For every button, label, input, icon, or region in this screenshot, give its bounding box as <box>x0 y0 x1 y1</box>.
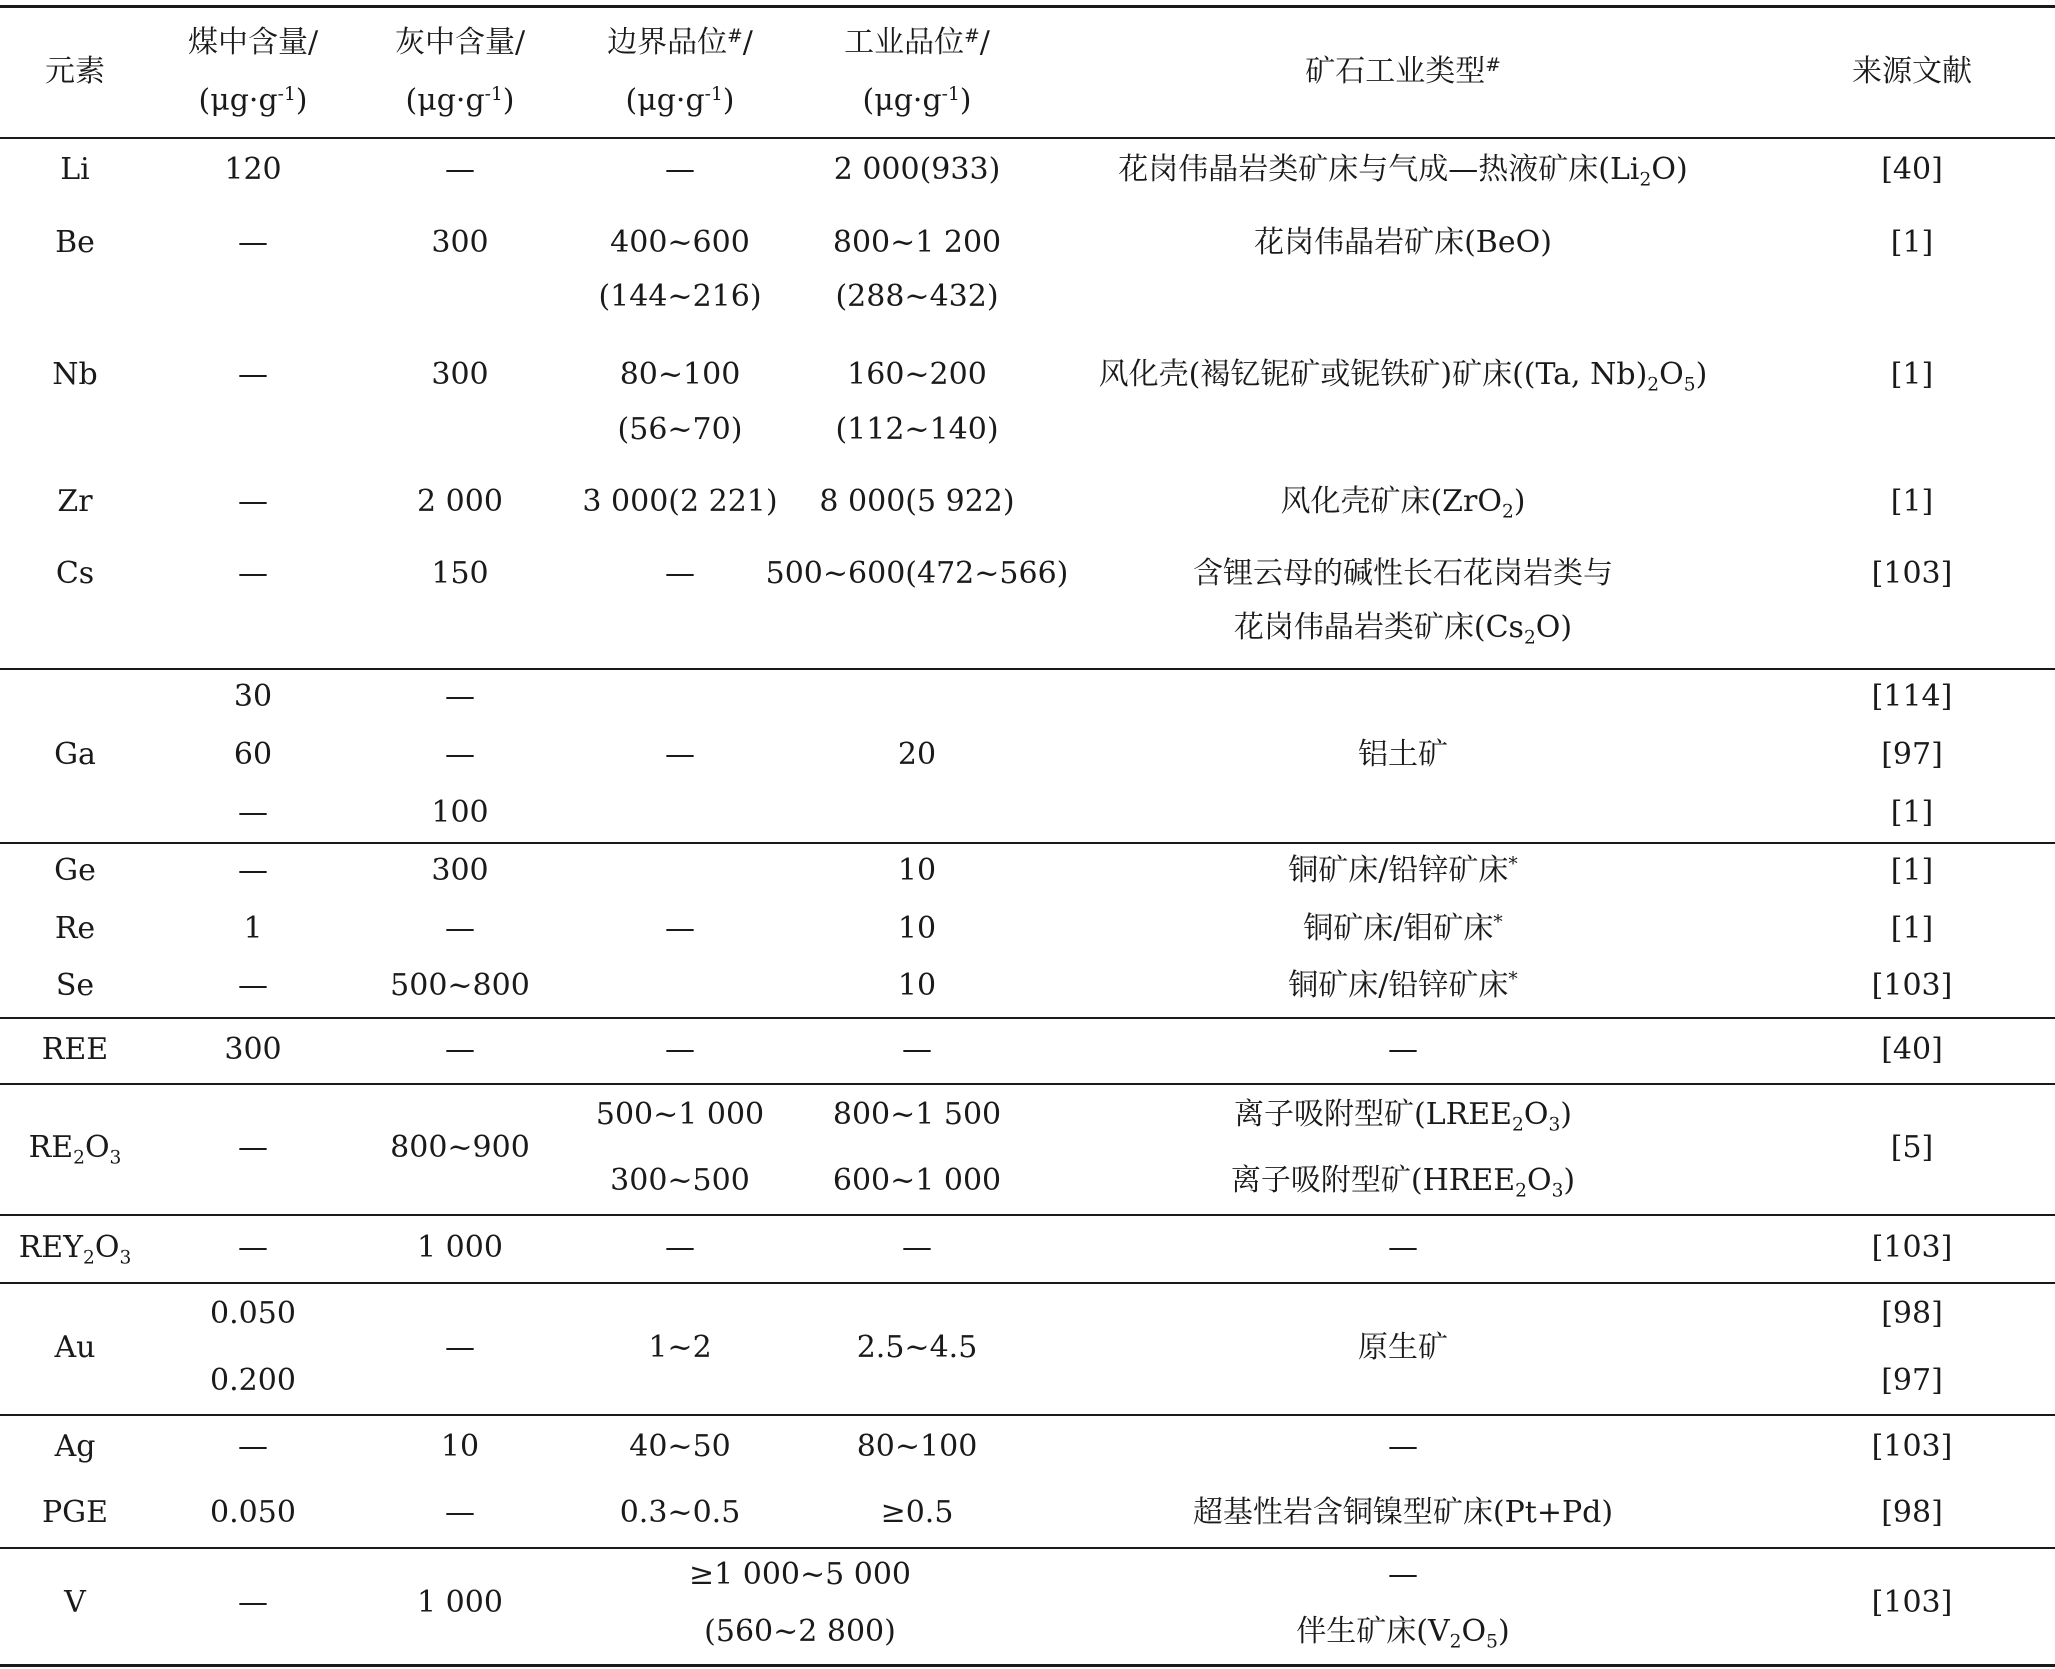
cell-coal: — <box>238 1429 268 1464</box>
cell-ash: 1 000 <box>417 1230 503 1265</box>
cell-industrial: 600~1 000 <box>832 1163 1002 1198</box>
cell-ref: [1] <box>1890 853 1934 888</box>
cell-ref: [1] <box>1890 795 1934 830</box>
cell-cutoff: — <box>665 911 695 946</box>
cell-type: 风化壳(褐钇铌矿或铌铁矿)矿床((Ta, $Nb)_2O_5$) <box>1098 357 1708 396</box>
cell-ref: [98] <box>1881 1495 1943 1530</box>
cell-type: 风化壳矿床(ZrO$_2$) <box>1280 484 1526 523</box>
cell-ash: 100 <box>431 795 489 830</box>
cell-ref: [97] <box>1881 737 1943 772</box>
table-row-rule <box>0 1214 2055 1216</box>
column-header-ash: 灰中含量/ <box>394 25 526 60</box>
column-header-industrial: $(\mu g\cdot g^{-1})$ <box>862 83 972 118</box>
cell-ash: 10 <box>440 1429 480 1464</box>
cell-ref: [103] <box>1871 1230 1953 1265</box>
cell-cutoff: 40~50 <box>629 1429 731 1464</box>
cell-type: 离子吸附型矿$(LREE_2O_3)$ <box>1233 1097 1573 1136</box>
cell-ref: [97] <box>1881 1363 1943 1398</box>
cell-ash: 300 <box>431 225 489 260</box>
cell-ash: — <box>445 152 475 187</box>
table-row-rule <box>0 668 2055 670</box>
cell-cutoff: 0.3~0.5 <box>619 1495 741 1530</box>
cell-type: 超基性岩含铜镍型矿床(Pt+Pd) <box>1192 1495 1614 1530</box>
column-header-type: 矿石工业类型# <box>1305 54 1501 89</box>
cell-industrial: 2 000(933) <box>833 152 1001 187</box>
cell-ash: 1 000 <box>417 1585 503 1620</box>
cell-cutoff: — <box>665 556 695 591</box>
cell-element: Li <box>60 152 90 187</box>
cell-ref: [103] <box>1871 1585 1953 1620</box>
cell-industrial: 80~100 <box>856 1429 978 1464</box>
cell-coal: 0.200 <box>210 1363 296 1398</box>
cell-type: 离子吸附型矿$(HREE_2O_3)$ <box>1230 1163 1576 1202</box>
cell-ash: 150 <box>431 556 489 591</box>
column-header-coal: $(\mu g\cdot g^{-1})$ <box>198 83 308 118</box>
column-header-industrial: 工业品位#/ <box>844 25 990 60</box>
cell-ash: 800~900 <box>390 1130 530 1165</box>
cell-cutoff: (56~70) <box>617 412 743 447</box>
cell-element: Se <box>55 968 95 1003</box>
cell-type: — <box>1388 1429 1418 1464</box>
cell-ref: [114] <box>1871 679 1953 714</box>
cell-cutoff: 300~500 <box>610 1163 750 1198</box>
cell-cutoff: 500~1 000 <box>595 1097 765 1132</box>
cell-coal: — <box>238 853 268 888</box>
cell-industrial: (288~432) <box>835 279 999 314</box>
cell-coal: — <box>238 1230 268 1265</box>
cell-cutoff: 400~600 <box>610 225 750 260</box>
cell-type: 花岗伟晶岩类矿床与气成—热液矿床$(Li_2O)$ <box>1118 152 1688 191</box>
cell-cutoff: 1~2 <box>648 1330 712 1365</box>
cell-ash: — <box>445 1495 475 1530</box>
cell-industrial: 800~1 200 <box>832 225 1002 260</box>
cell-type: 原生矿 <box>1358 1330 1448 1365</box>
cell-cutoff: 3 000(2 221) <box>582 484 778 519</box>
cell-element: $RE_2O_3$ <box>28 1130 122 1169</box>
cell-industrial: (112~140) <box>835 412 999 447</box>
column-header-cutoff: $(\mu g\cdot g^{-1})$ <box>625 83 735 118</box>
cell-cutoff: (144~216) <box>598 279 762 314</box>
cell-ash: 2 000 <box>417 484 503 519</box>
cell-ref: [1] <box>1890 357 1934 392</box>
cell-industrial: 160~200 <box>847 357 987 392</box>
cell-ash: — <box>445 737 475 772</box>
cell-ref: [5] <box>1890 1130 1934 1165</box>
cell-element: PGE <box>41 1495 109 1530</box>
column-header-element: 元素 <box>45 54 105 89</box>
cell-coal: 300 <box>224 1032 282 1067</box>
cell-cutoff-industrial: (560~2 800) <box>704 1614 896 1649</box>
cell-industrial: 800~1 500 <box>832 1097 1002 1132</box>
cell-element: Au <box>54 1330 96 1365</box>
cell-ref: [103] <box>1871 968 1953 1003</box>
cell-coal: 0.050 <box>210 1296 296 1331</box>
cell-element: Zr <box>57 484 93 519</box>
table-row-rule <box>0 842 2055 844</box>
cell-coal: — <box>238 1585 268 1620</box>
table-row-rule <box>0 1547 2055 1549</box>
cell-type: 含锂云母的碱性长石花岗岩类与 <box>1193 556 1613 591</box>
cell-coal: 60 <box>233 737 273 772</box>
cell-coal: 30 <box>233 679 273 714</box>
cell-industrial: 8 000(5 922) <box>819 484 1015 519</box>
cell-coal: — <box>238 1130 268 1165</box>
cell-cutoff: — <box>665 1230 695 1265</box>
cell-ref: [40] <box>1881 152 1943 187</box>
cell-industrial: — <box>902 1230 932 1265</box>
cell-type: 伴生矿床$(V_2O_5)$ <box>1296 1614 1510 1653</box>
cell-coal: — <box>238 357 268 392</box>
cell-type: 铝土矿 <box>1358 737 1448 772</box>
cell-ash: — <box>445 679 475 714</box>
cell-ash: — <box>445 1330 475 1365</box>
cell-coal: 120 <box>224 152 282 187</box>
cell-type: 铜矿床/铅锌矿床* <box>1288 853 1518 888</box>
table-row-rule <box>0 1017 2055 1019</box>
cell-industrial: 20 <box>897 737 937 772</box>
cell-ash: 500~800 <box>390 968 530 1003</box>
cell-element: Nb <box>52 357 98 392</box>
column-header-ref: 来源文献 <box>1852 54 1972 89</box>
table-top-rule <box>0 5 2055 8</box>
cell-element: Cs <box>55 556 95 591</box>
table-row-rule <box>0 137 2055 139</box>
cell-ref: [1] <box>1890 484 1934 519</box>
cell-industrial: — <box>902 1032 932 1067</box>
cell-industrial: 2.5~4.5 <box>856 1330 978 1365</box>
cell-ash: — <box>445 1032 475 1067</box>
cell-element: Be <box>55 225 95 260</box>
cell-cutoff: 80~100 <box>619 357 741 392</box>
cell-element: Re <box>54 911 96 946</box>
cell-industrial: 10 <box>897 968 937 1003</box>
cell-ash: 300 <box>431 853 489 888</box>
cell-ref: [1] <box>1890 911 1934 946</box>
cell-industrial: ≥0.5 <box>880 1495 954 1530</box>
cell-cutoff: — <box>665 737 695 772</box>
cell-type: — <box>1388 1557 1418 1592</box>
cell-coal: — <box>238 795 268 830</box>
table-row-rule <box>0 1282 2055 1284</box>
cell-element: Ga <box>54 737 96 772</box>
cell-coal: 0.050 <box>210 1495 296 1530</box>
cell-type: 铜矿床/铅锌矿床* <box>1288 968 1518 1003</box>
cell-industrial: 10 <box>897 853 937 888</box>
cell-coal: 1 <box>243 911 263 946</box>
cell-cutoff-industrial: ≥1 000~5 000 <box>688 1557 912 1592</box>
column-header-cutoff: 边界品位#/ <box>607 25 753 60</box>
cell-ash: 300 <box>431 357 489 392</box>
cell-type: 铜矿床/钼矿床* <box>1303 911 1503 946</box>
table-row-rule <box>0 1083 2055 1085</box>
column-header-ash: $(\mu g\cdot g^{-1})$ <box>405 83 515 118</box>
cell-cutoff: — <box>665 1032 695 1067</box>
cell-type: 花岗伟晶岩矿床(BeO) <box>1254 225 1552 260</box>
cell-coal: — <box>238 225 268 260</box>
cell-ref: [1] <box>1890 225 1934 260</box>
cell-type: 花岗伟晶岩类矿床$(Cs_2O)$ <box>1233 610 1573 649</box>
table-row-rule <box>0 1414 2055 1416</box>
cell-element: Ag <box>54 1429 96 1464</box>
table-bottom-rule <box>0 1664 2055 1667</box>
cell-industrial: 10 <box>897 911 937 946</box>
cell-type: — <box>1388 1230 1418 1265</box>
cell-ash: — <box>445 911 475 946</box>
column-header-coal: 煤中含量/ <box>187 25 319 60</box>
cell-ref: [40] <box>1881 1032 1943 1067</box>
cell-coal: — <box>238 968 268 1003</box>
cell-industrial: 500~600(472~566) <box>765 556 1069 591</box>
cell-ref: [103] <box>1871 556 1953 591</box>
cell-ref: [98] <box>1881 1296 1943 1331</box>
cell-ref: [103] <box>1871 1429 1953 1464</box>
cell-element: V <box>64 1585 86 1620</box>
cell-coal: — <box>238 556 268 591</box>
cell-element: REE <box>41 1032 109 1067</box>
cell-cutoff: — <box>665 152 695 187</box>
cell-element: $REY_2O_3$ <box>18 1230 132 1269</box>
cell-coal: — <box>238 484 268 519</box>
cell-element: Ge <box>54 853 96 888</box>
cell-type: — <box>1388 1032 1418 1067</box>
